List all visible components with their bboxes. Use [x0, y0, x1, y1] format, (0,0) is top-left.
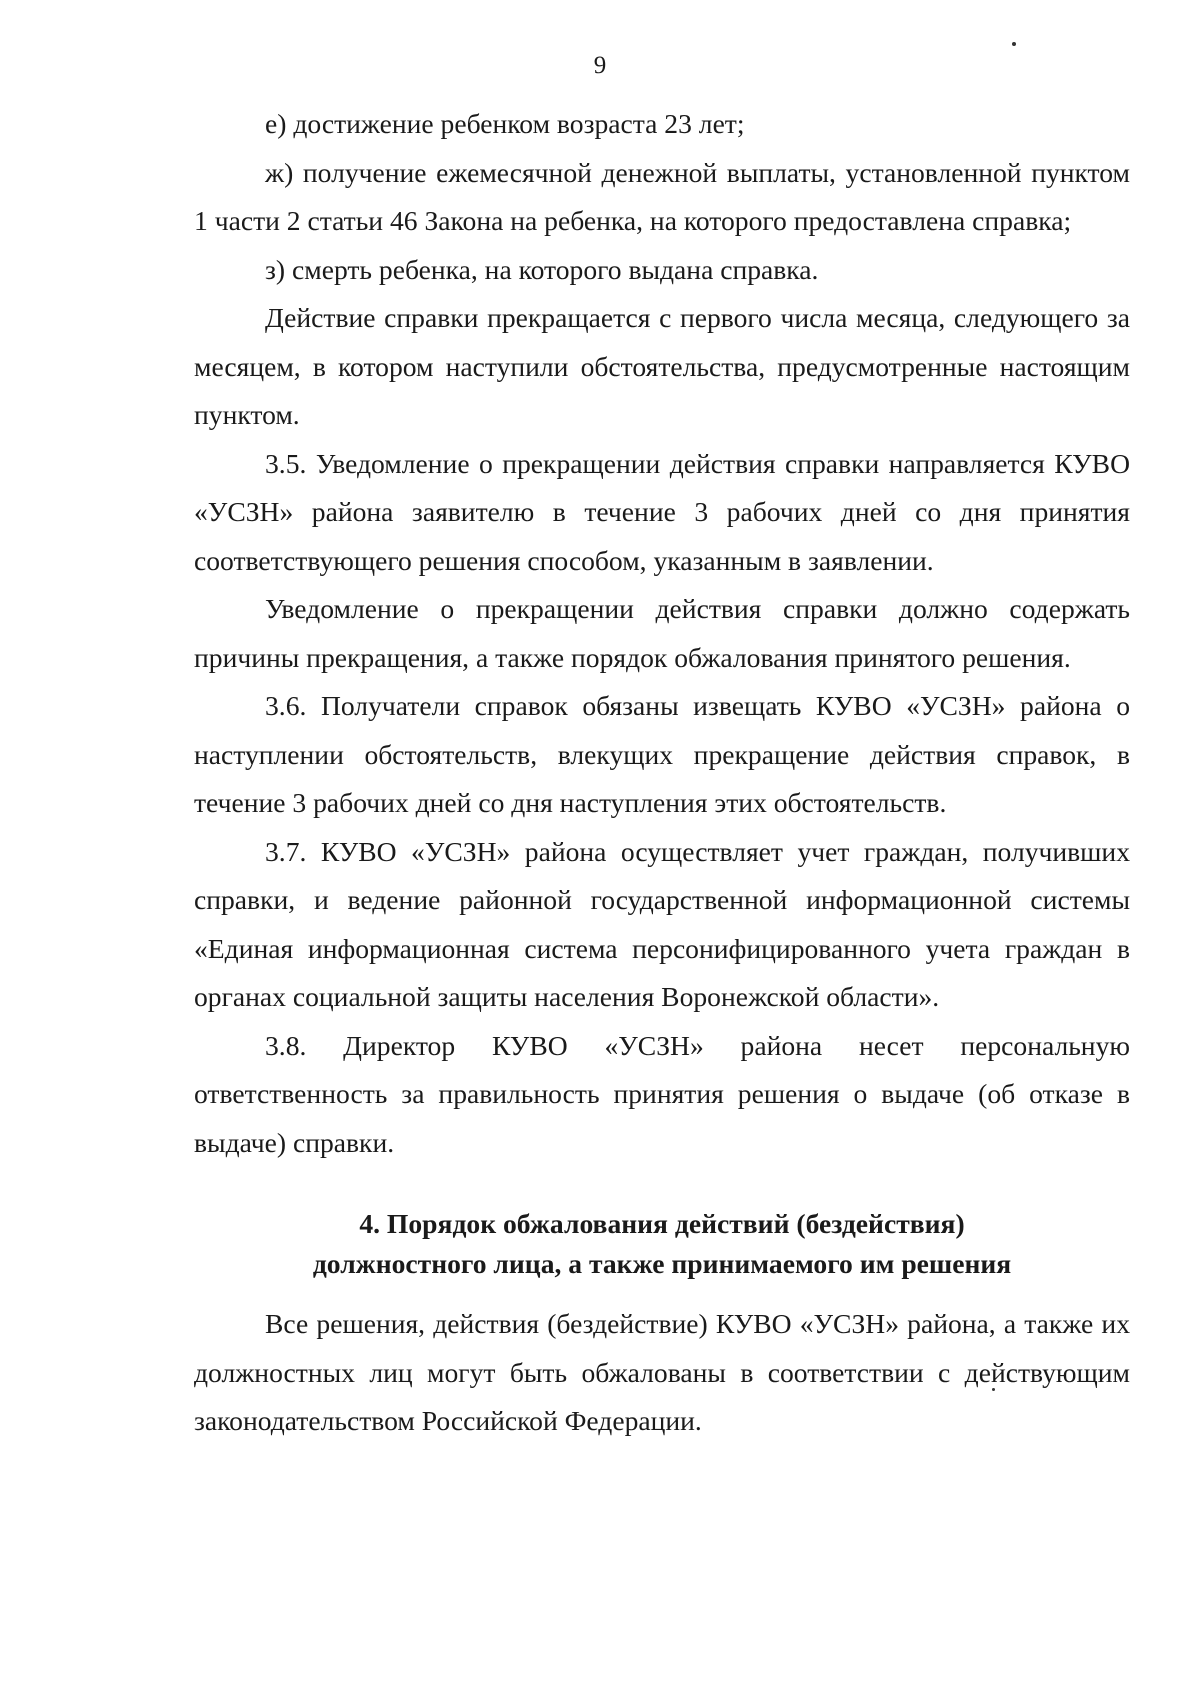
page-number: 9 — [593, 52, 607, 79]
paragraph-3-6: 3.6. Получатели справок обязаны извещать КУВО «УСЗН» района о наступлении обстоятельств, влекущих прекращение действия справок, в течение 3 рабочих дней со дня наступления этих обстоятельств. — [194, 690, 1130, 818]
section-heading — [194, 1204, 1130, 1284]
section-heading-line2: должностного лица, а также принимаемого им решения — [312, 1248, 1012, 1279]
paragraph-3-8: 3.8. Директор КУВО «УСЗН» района несет персональную ответственность за правильность принятия решения о выдаче (об отказе в выдаче) справки. — [194, 1029, 1130, 1158]
paragraph-appeal: Все решения, действия (бездействие) КУВО «УСЗН» района, а также их должностных лиц могут быть обжалованы в соответствии с действующим законодательством Российской Федерации. — [194, 1308, 1130, 1436]
paragraph-3-5: 3.5. Уведомление о прекращении действия справки направляется КУВО «УСЗН» района заявителю в течение 3 рабочих дней со дня принятия соответствующего решения способом, указанным в заявлении. — [194, 447, 1130, 576]
paragraph-item-zh: ж) получение ежемесячной денежной выплаты, установленной пунктом 1 части 2 статьи 46 Закона на ребенка, на которого предоставлена справка; — [194, 156, 1130, 236]
paragraph-3-7: 3.7. КУВО «УСЗН» района осуществляет учет граждан, получивших справки, и ведение районной государственной информационной системы «Единая информационная система персонифицированного учета граждан в органах социальной защиты населения Воронежской области». — [194, 835, 1130, 1012]
document-body — [194, 100, 1130, 1446]
paragraph-notice-content: Уведомление о прекращении действия справки должно содержать причины прекращения, а также порядок обжалования принятого решения. — [194, 593, 1130, 673]
section-heading-line1: 4. Порядок обжалования действий (бездействия) — [359, 1208, 965, 1239]
paragraph-termination: Действие справки прекращается с первого числа месяца, следующего за месяцем, в котором наступили обстоятельства, предусмотренные настоящим пунктом. — [194, 302, 1130, 430]
paragraph-item-e: е) достижение ребенком возраста 23 лет; — [265, 108, 745, 139]
scan-speck — [1012, 42, 1016, 46]
paragraph-item-z: з) смерть ребенка, на которого выдана справка. — [265, 253, 819, 285]
